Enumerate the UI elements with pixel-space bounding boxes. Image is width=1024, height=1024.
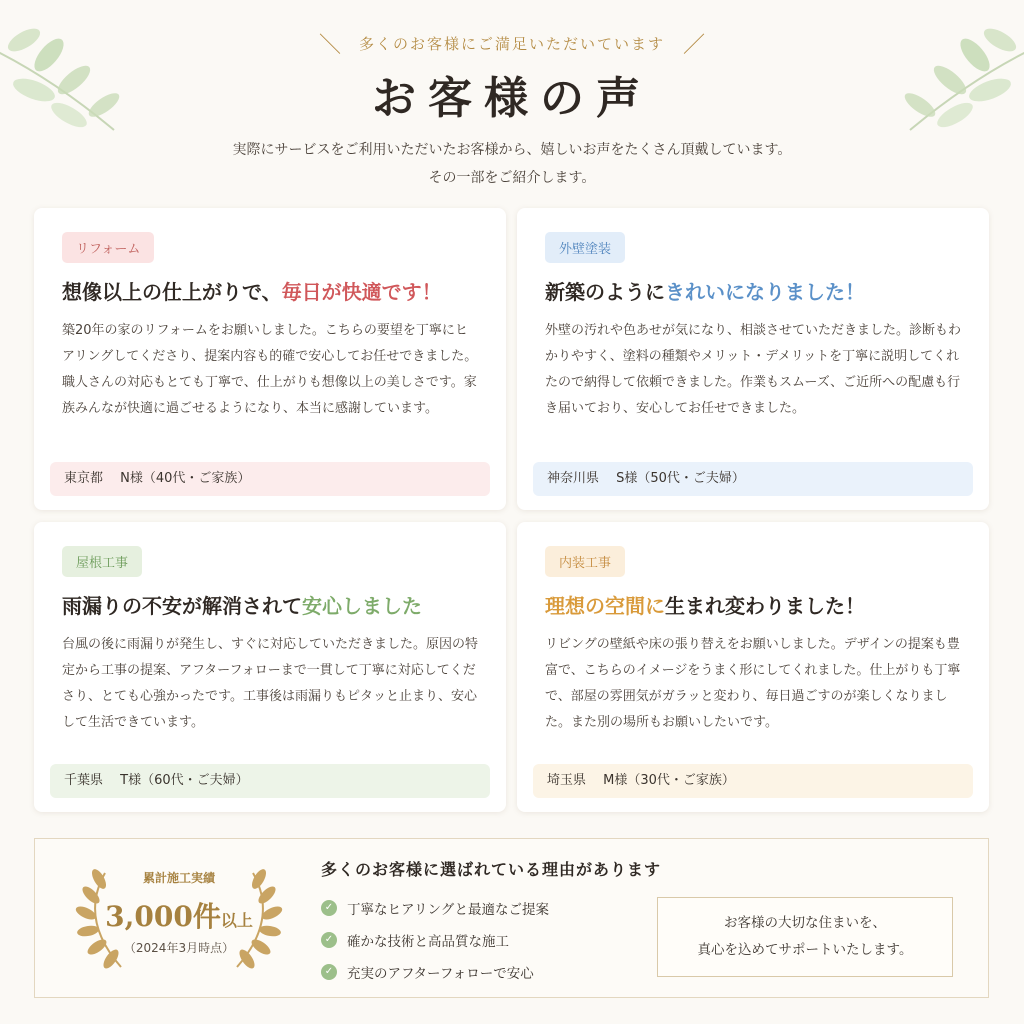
category-tag: リフォーム (62, 232, 154, 263)
reasons-panel (34, 838, 989, 998)
testimonial-card (517, 208, 989, 510)
testimonial-body: リビングの壁紙や床の張り替えをお願いしました。デザインの提案も豊富で、こちらのイメージをうまく形にしてくれました。仕上がりも丁寧で、部屋の雰囲気がガラッと変わり、毎日過ごすのが楽しくなりました。また別の場所もお願いしたいです。 (545, 637, 961, 730)
category-tag: 内装工事 (545, 546, 625, 577)
intro-line: その一部をご紹介します。 (428, 170, 596, 186)
stats-number: 3,000件 (105, 900, 221, 933)
headline-accent: 理想の空間に (545, 594, 665, 618)
reason-text: 充実のアフターフォローで安心 (347, 966, 534, 982)
testimonial-headline (545, 590, 969, 619)
message-line: 真心を込めてサポートいたします。 (697, 942, 913, 958)
slash-left-icon: ＼ (318, 33, 341, 58)
intro-line: 実際にサービスをご利用いただいたお客様から、嬉しいお声をたくさん頂戴しています。 (232, 142, 792, 158)
testimonial-card (517, 522, 989, 812)
reason-item (321, 956, 701, 988)
customer-info (533, 462, 973, 496)
reason-item (321, 924, 701, 956)
intro-text (0, 136, 1024, 192)
stats-suffix: 以上 (220, 911, 253, 930)
testimonial-headline (545, 276, 969, 305)
testimonial-body: 台風の後に雨漏りが発生し、すぐに対応していただきました。原因の特定から工事の提案、アフターフォローまで一貫して丁寧に対応してくださり、とても心強かったです。工事後は雨漏りもピタッと止まり、安心して生活できています。 (62, 637, 479, 730)
check-icon: ✓ (321, 964, 337, 980)
headline-accent: 安心しました (302, 594, 422, 618)
reason-item (321, 892, 701, 924)
support-message (657, 897, 953, 977)
eyebrow-text: 多くのお客様にご満足いただいています (358, 35, 665, 53)
stats-label: 累計施工実績 (142, 871, 215, 885)
testimonial-body: 築20年の家のリフォームをお願いしました。こちらの要望を丁寧にヒアリングしてくださり、提案内容も的確で安心してお任せできました。職人さんの対応もとても丁寧で、仕上がりも想像以上の美しさです。家族みんなが快適に過ごせるようになり、本当に感謝しています。 (62, 323, 478, 416)
headline-accent: きれいになりました！ (665, 280, 865, 304)
customer-label: 千葉県 T様（60代・ご夫婦） (64, 773, 249, 788)
testimonial-headline (62, 276, 486, 305)
headline-accent: 毎日が快適です！ (281, 280, 442, 304)
stats-note: （2024年3月時点） (123, 941, 235, 955)
reason-text: 丁寧なヒアリングと最適なご提案 (347, 902, 549, 918)
customer-label: 埼玉県 M様（30代・ご家族） (547, 773, 735, 788)
customer-info (50, 462, 490, 496)
headline-plain: 生まれ変わりました！ (665, 594, 865, 618)
eyebrow-row (0, 28, 1024, 59)
headline-plain: 想像以上の仕上がりで、 (62, 280, 282, 304)
slash-right-icon: ／ (683, 33, 706, 58)
stats-value (59, 895, 299, 935)
customer-label: 東京都 N様（40代・ご家族） (64, 471, 251, 486)
headline-plain: 雨漏りの不安が解消されて (62, 594, 302, 618)
page-title: お客様の声 (372, 73, 652, 124)
category-tag: 外壁塗装 (545, 232, 625, 263)
testimonial-card (34, 208, 506, 510)
reason-text: 確かな技術と高品質な施工 (347, 934, 509, 950)
testimonial-headline (62, 590, 486, 619)
customer-info (50, 764, 490, 798)
customer-info (533, 764, 973, 798)
check-icon: ✓ (321, 900, 337, 916)
reasons-list (321, 857, 701, 988)
testimonial-body: 外壁の汚れや色あせが気になり、相談させていただきました。診断もわかりやすく、塗料の種類やメリット・デメリットを丁寧に説明してくれたので納得して依頼できました。作業もスムーズ、ご近所への配慮も行き届いており、安心してお任せできました。 (545, 323, 962, 416)
headline-plain: 新築のように (545, 280, 665, 304)
message-line: お客様の大切な住まいを、 (724, 915, 886, 931)
category-tag: 屋根工事 (62, 546, 142, 577)
achievement-badge (59, 859, 299, 979)
testimonial-card (34, 522, 506, 812)
customer-label: 神奈川県 S様（50代・ご夫婦） (547, 471, 745, 486)
reasons-title: 多くのお客様に選ばれている理由があります (321, 860, 662, 879)
check-icon: ✓ (321, 932, 337, 948)
